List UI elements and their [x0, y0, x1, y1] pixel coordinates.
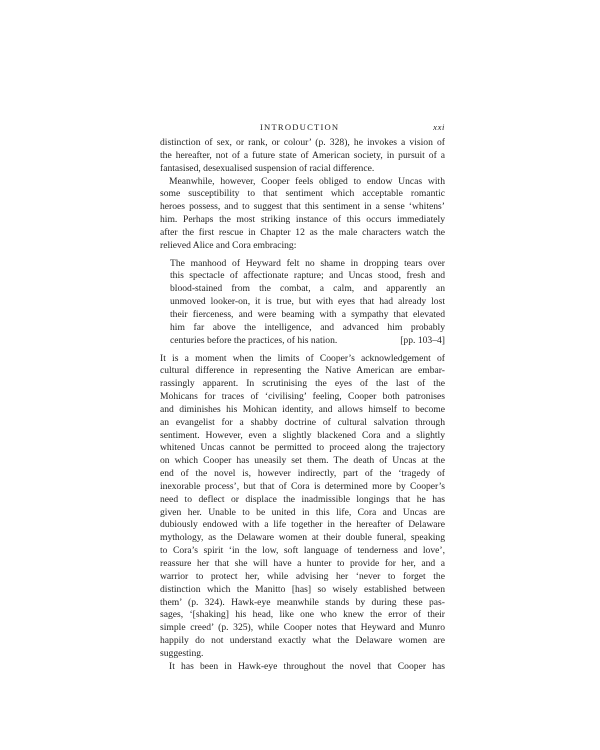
quote-line: The manhood of Heyward felt no shame in dropping tears over [170, 257, 445, 269]
paragraph-1 [160, 137, 445, 176]
text-line: heroes possess, and to suggest that this sentiment in a sense ‘whitens’ [160, 201, 445, 213]
body-text [160, 137, 445, 674]
running-head [160, 122, 445, 134]
text-line: Meanwhile, however, Cooper feels obliged to endow Uncas with [169, 175, 445, 187]
text-line: happily do not understand exactly what the Delaware women are [160, 635, 445, 647]
text-line: relieved Alice and Cora embracing: [160, 239, 297, 251]
quote-line: their fierceness, and were beaming with a sympathy that elevated [170, 308, 445, 320]
text-line: an evangelist for a shabby doctrine of cultural salvation through [160, 416, 445, 428]
page-number: xxi [433, 122, 445, 132]
text-line: need to deflect or displace the inadmissible longings that he has [160, 493, 445, 505]
text-line: and diminishes his Mohican identity, and allows himself to become [160, 403, 445, 415]
quote-line: unmoved looker-on, it is true, but with eyes that had already lost [170, 296, 445, 308]
text-line: inexorable process’, but that of Cora is determined more by Cooper’s [160, 480, 445, 492]
text-line: cultural difference in representing the Native American are embar- [160, 365, 445, 377]
text-line: It has been in Hawk-eye throughout the novel that Cooper has [169, 660, 445, 672]
text-line: warrior to protect her, while advising her ‘never to forget the [160, 570, 445, 582]
text-line: sentiment. However, even a slightly blackened Cora and a slightly [160, 429, 445, 441]
text-line: some susceptibility to that sentiment which acceptable romantic [160, 188, 445, 200]
text-line: rassingly apparent. In scrutinising the eyes of the last of the [160, 378, 445, 390]
text-line: dubiously endowed with a life together in the hereafter of Delaware [160, 519, 445, 531]
paragraph-2 [160, 176, 445, 253]
quote-line: blood-stained from the combat, a calm, and apparently an [170, 283, 445, 295]
text-line: distinction which the Manitto [has] so wisely established between [160, 583, 445, 595]
text-line: It is a moment when the limits of Cooper’s acknowledgement of [160, 352, 445, 364]
text-line: to Cora’s spirit ‘in the low, soft language of tenderness and love’, [160, 545, 445, 557]
quote-line-last [170, 335, 445, 348]
text-line: him. Perhaps the most striking instance of this occurs immediately [160, 214, 445, 226]
paragraph-3 [160, 353, 445, 661]
text-line: simple creed’ (p. 325), while Cooper notes that Heyward and Munro [160, 622, 445, 634]
text-line: fantasised, desexualised suspension of racial difference. [160, 162, 375, 174]
quote-line: him far above the intelligence, and advanced him probably [170, 321, 445, 333]
quote-line-text: centuries before the practices, of his nation. [170, 334, 338, 346]
text-line: end of the novel is, however indirectly, part of the ‘tragedy of [160, 468, 445, 480]
text-line: whitened Uncas cannot be permitted to proceed along the trajectory [160, 442, 445, 454]
text-line: Mohicans for traces of ‘civilising’ feeling, Cooper both patronises [160, 391, 445, 403]
text-line: them’ (p. 324). Hawk-eye meanwhile stands by during these pas- [160, 596, 445, 608]
book-page [160, 122, 445, 674]
text-line: given her. Unable to be united in this life, Cora and Uncas are [160, 506, 445, 518]
quote-citation: [pp. 103–4] [400, 334, 445, 346]
text-line: on which Cooper has uneasily set them. The death of Uncas at the [160, 455, 445, 467]
text-line: mythology, as the Delaware women at their double funeral, speaking [160, 532, 445, 544]
text-line: after the first rescue in Chapter 12 as the male characters watch the [160, 226, 445, 238]
text-line: sages, ‘[shaking] his head, like one who knew the error of their [160, 609, 445, 621]
running-head-title: INTRODUCTION [260, 122, 340, 132]
quote-line: this spectacle of affectionate rapture; and Uncas stood, fresh and [170, 270, 445, 282]
text-line: suggesting. [160, 647, 204, 659]
paragraph-4 [160, 661, 445, 674]
text-line: distinction of sex, or rank, or colour’ (p. 328), he invokes a vision of [160, 137, 445, 148]
text-line: reassure her that she will have a hunter to provide for her, and a [160, 558, 445, 569]
text-line: the hereafter, not of a future state of American society, in pursuit of a [160, 149, 445, 161]
block-quote [170, 258, 445, 348]
